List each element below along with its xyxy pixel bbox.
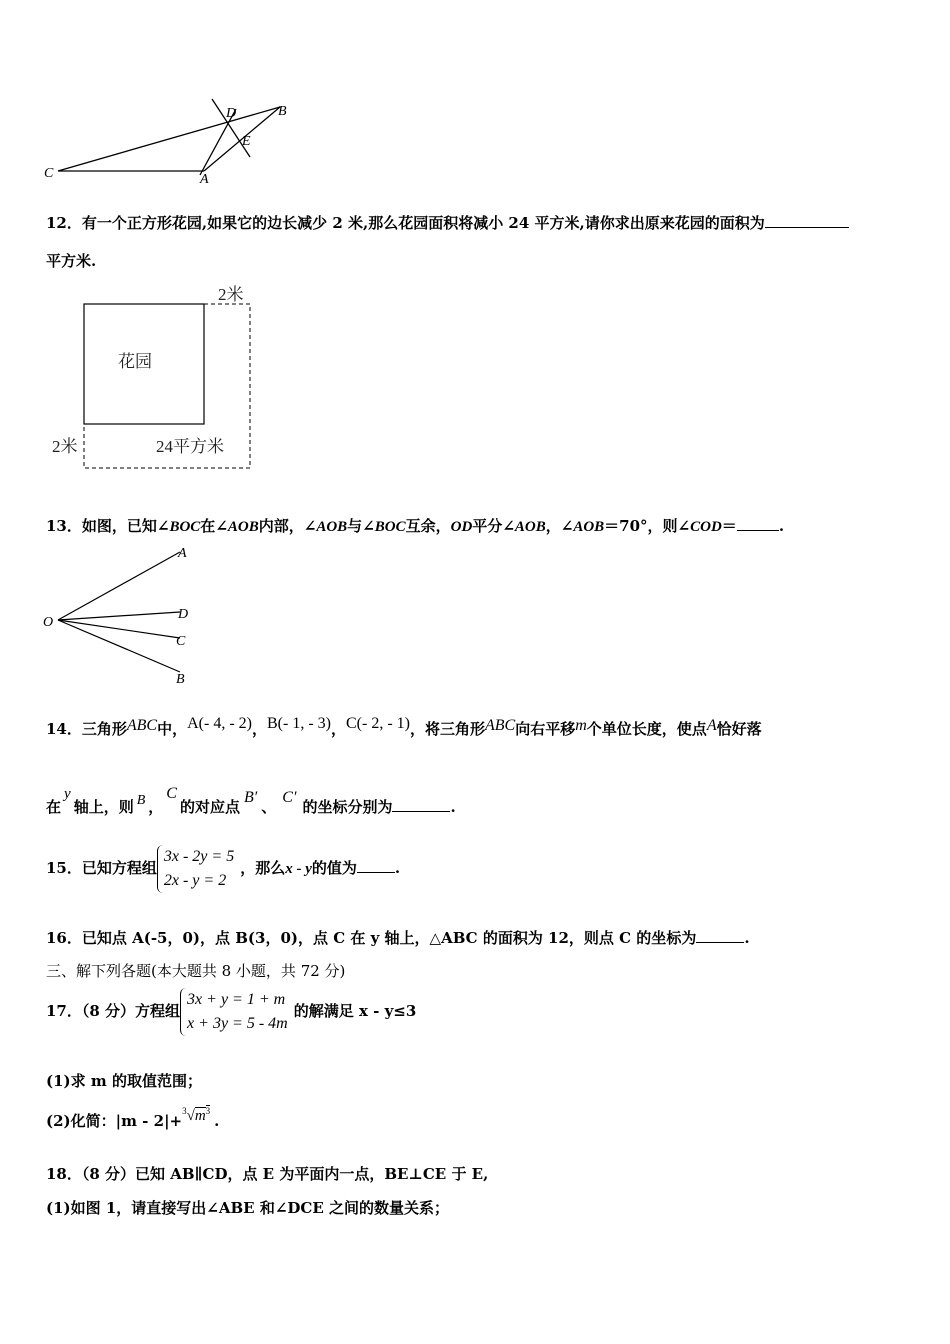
q14-end: . [450, 798, 456, 816]
question-14-line1 [46, 715, 762, 739]
q13-t1: 在 [200, 517, 216, 535]
q14-t2: 向右平移 [515, 720, 576, 738]
label-C: C [176, 634, 186, 649]
q13-prefix: 13．如图，已知 [46, 517, 157, 535]
q17-start: 17．（8 分）方程组 [46, 1002, 181, 1020]
q14-y: y [64, 786, 71, 802]
area-label: 24平方米 [156, 437, 224, 456]
label-D: D [226, 106, 237, 121]
left-2m-label: 2米 [52, 437, 78, 456]
q14-point-A-ref: A [706, 717, 717, 734]
q15-eq2: 2x - y = 2 [163, 872, 227, 889]
q14-answer-blank[interactable] [392, 811, 450, 812]
q13-t2: 内部， [258, 517, 304, 535]
question-18-line1: 18．（8 分）已知 AB∥CD，点 E 为平面内一点，BE⊥CE 于 E, [46, 1165, 489, 1183]
q13-answer-blank[interactable] [737, 530, 779, 531]
q17-tail: 的解满足 x - y≤3 [293, 1002, 417, 1020]
q12-text: 12．有一个正方形花园,如果它的边长减少 2 米,那么花园面积将减小 24 平方米,请你求出原来花园的面积为 [46, 214, 765, 232]
q14-l2b: 轴上，则 [73, 798, 134, 816]
question-18-line2: (1)如图 1，请直接写出∠ABE 和∠DCE 之间的数量关系； [46, 1199, 450, 1217]
label-O: O [43, 615, 54, 630]
q14-sep1: ， [251, 720, 267, 738]
q15-eq1: 3x - 2y = 5 [163, 848, 235, 865]
question-17 [46, 983, 416, 1039]
question-13 [46, 515, 784, 536]
q14-point-B: B(- 1, - 3) [267, 715, 331, 732]
q13-t4: 互余， [405, 517, 451, 535]
q16-text: 16．已知点 A(-5，0)，点 B(3，0)，点 C 在 y 轴上，△ABC 的面积为 12，则点 C 的坐标为 [46, 929, 697, 947]
q16-answer-blank[interactable] [696, 942, 744, 943]
label-A: A [178, 546, 187, 561]
question-14-line2 [46, 785, 456, 817]
q13-t3: 与 [347, 517, 363, 535]
q13-angle-AOB-2: ∠AOB [303, 519, 348, 535]
figure-q13 [40, 540, 210, 690]
q13-t7: ＝70°，则 [604, 517, 678, 535]
cube-root [182, 1108, 210, 1124]
q15-expr: x - y [285, 861, 312, 877]
radical-sign: √ [186, 1108, 195, 1124]
q14-t4: 恰好落 [716, 720, 762, 738]
q17-part2 [46, 1106, 220, 1131]
q14-abc: ABC [126, 717, 158, 734]
q14-comma: ， [148, 798, 164, 816]
q15-t2: 的值为 [311, 859, 357, 877]
section-3-heading: 三、解下列各题(本大题共 8 小题，共 72 分) [46, 962, 346, 980]
q17-part2-text: (2)化简：|m - 2|+ [46, 1112, 183, 1130]
q13-angle-AOB-3: ∠AOB [502, 519, 546, 535]
q14-l2a: 在 [46, 798, 62, 816]
q17-eq2: x + 3y = 5 - 4m [187, 1015, 288, 1032]
q14-l2d: 的坐标分别为 [302, 798, 393, 816]
label-A: A [200, 172, 209, 185]
question-12-line1 [46, 212, 849, 233]
q14-zhong: 中， [157, 720, 188, 738]
q14-start: 14．三角形 [46, 720, 127, 738]
label-B: B [176, 672, 185, 687]
q13-angle-COD: ∠COD [677, 519, 722, 535]
radicand: m [194, 1108, 206, 1124]
q13-angle-AOB: ∠AOB [215, 519, 259, 535]
q16-end: . [744, 929, 750, 947]
q15-end: . [394, 859, 401, 877]
q15-start: 15．已知方程组 [46, 859, 157, 877]
figure-q12 [48, 280, 278, 480]
cube-root-index: 3 [182, 1106, 187, 1116]
q14-B-prime: B′ [243, 789, 258, 806]
q14-point-C: C(- 2, - 1) [346, 715, 410, 732]
q17-eq1: 3x + y = 1 + m [187, 991, 286, 1008]
q17-part2-end: . [214, 1112, 220, 1130]
label-D: D [178, 607, 189, 622]
q12-answer-blank[interactable] [765, 227, 849, 228]
label-B: B [278, 104, 287, 119]
q13-angle-BOC: ∠BOC [156, 519, 201, 535]
q14-m: m [575, 717, 587, 734]
q14-sep2: ， [330, 720, 346, 738]
radicand-exponent: 3 [205, 1106, 211, 1116]
q13-t8: ＝ [721, 517, 737, 535]
question-15 [46, 840, 400, 897]
ray-OD [58, 612, 180, 620]
label-E: E [242, 134, 251, 149]
q13-angle-AOB-4: ∠AOB [560, 519, 605, 535]
q13-OD: OD [450, 519, 473, 535]
q15-equation-system [157, 845, 240, 893]
garden-label: 花园 [118, 352, 152, 371]
q13-angle-BOC-2: ∠BOC [362, 519, 406, 535]
ray-OB [58, 620, 180, 672]
question-12-line2: 平方米. [46, 252, 97, 270]
ray-OC [58, 620, 180, 638]
q15-answer-blank[interactable] [357, 872, 395, 873]
q13-t5: 平分 [472, 517, 503, 535]
q14-C-prime: C′ [282, 789, 297, 806]
label-C: C [44, 166, 54, 181]
q13-t6: ， [545, 517, 561, 535]
figure-q11 [40, 95, 300, 185]
q14-t1: ，将三角形 [409, 720, 485, 738]
q14-abc-2: ABC [485, 717, 516, 734]
ray-OA [58, 552, 180, 620]
q14-point-A: A(- 4, - 2) [187, 715, 252, 732]
q15-t1: ，那么 [240, 859, 286, 877]
q14-C: C [166, 785, 177, 802]
q14-l2c: 的对应点 [179, 798, 240, 816]
q14-t3: 个单位长度，使点 [586, 720, 707, 738]
q14-B: B [136, 793, 146, 808]
q17-equation-system [180, 988, 294, 1036]
q14-dun: 、 [261, 798, 277, 816]
top-2m-label: 2米 [218, 285, 244, 304]
q13-end: . [778, 517, 785, 535]
q17-part1: (1)求 m 的取值范围； [46, 1072, 202, 1090]
question-16 [46, 927, 750, 948]
